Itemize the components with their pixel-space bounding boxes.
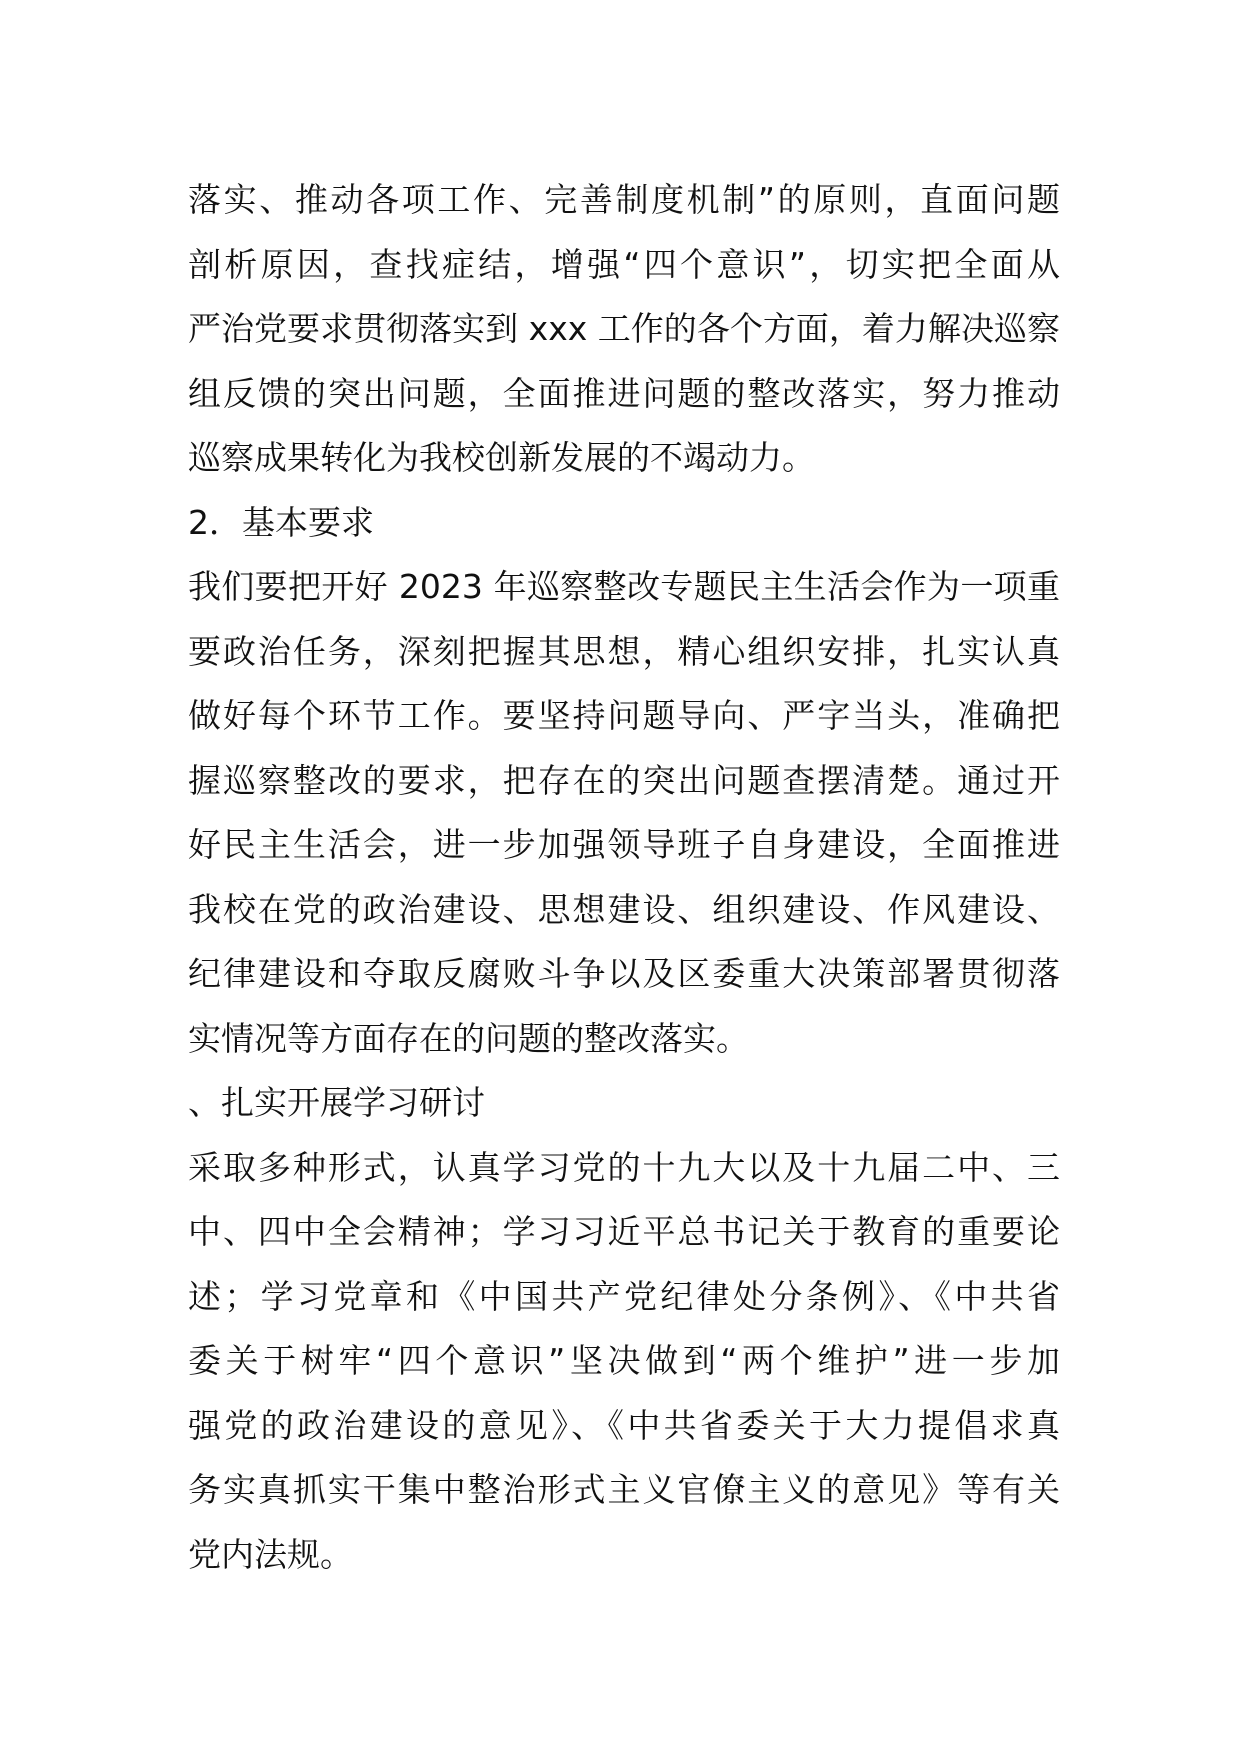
paragraph-line: 强党的政治建设的意见》、《中共省委关于大力提倡求真 — [188, 1405, 1060, 1445]
paragraph-line: 我校在党的政治建设、思想建设、组织建设、作风建设、 — [188, 889, 1060, 929]
paragraph-line: 委关于树牢“四个意识”坚决做到“两个维护”进一步加 — [188, 1341, 1060, 1380]
paragraph-line: 做好每个环节工作。要坚持问题导向、严字当头，准确把 — [188, 696, 1060, 735]
paragraph-line: 组反馈的突出问题，全面推进问题的整改落实，努力推动 — [188, 373, 1060, 413]
paragraph-line: 握巡察整改的要求，把存在的突出问题查摆清楚。通过开 — [188, 760, 1060, 800]
paragraph-line: 好民主生活会，进一步加强领导班子自身建设，全面推进 — [188, 825, 1060, 864]
paragraph-line: 述；学习党章和《中国共产党纪律处分条例》、《中共省 — [188, 1276, 1060, 1316]
section-heading: 、扎实开展学习研讨 — [188, 1083, 485, 1122]
body-text — [188, 168, 1060, 1587]
paragraph-line: 实情况等方面存在的问题的整改落实。 — [188, 1018, 749, 1058]
paragraph-line: 中、四中全会精神；学习习近平总书记关于教育的重要论 — [188, 1212, 1060, 1251]
section-heading: 2．基本要求 — [188, 502, 374, 542]
paragraph-line: 巡察成果转化为我校创新发展的不竭动力。 — [188, 438, 815, 477]
paragraph-line: 要政治任务，深刻把握其思想，精心组织安排，扎实认真 — [188, 631, 1060, 671]
paragraph-line: 党内法规。 — [188, 1534, 353, 1574]
paragraph-line: 务实真抓实干集中整治形式主义官僚主义的意见》等有关 — [188, 1470, 1060, 1509]
paragraph-line: 纪律建设和夺取反腐败斗争以及区委重大决策部署贯彻落 — [188, 954, 1060, 993]
paragraph-line: 落实、推动各项工作、完善制度机制”的原则，直面问题 — [188, 180, 1060, 219]
paragraph-line: 严治党要求贯彻落实到 xxx 工作的各个方面，着力解决巡察 — [188, 309, 1060, 348]
paragraph-line: 采取多种形式，认真学习党的十九大以及十九届二中、三 — [188, 1147, 1060, 1187]
paragraph-line: 我们要把开好 2023 年巡察整改专题民主生活会作为一项重 — [188, 567, 1060, 606]
paragraph-line: 剖析原因，查找症结，增强“四个意识”，切实把全面从 — [188, 244, 1060, 284]
